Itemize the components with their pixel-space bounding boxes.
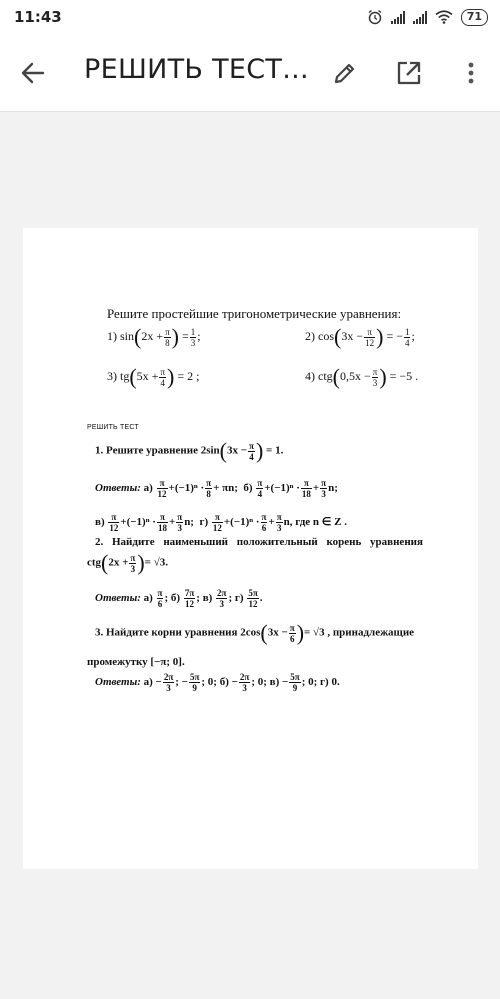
fraction-num: π	[130, 552, 136, 563]
ex4-end: = −5 .	[389, 368, 419, 383]
status-time: 11:43	[14, 8, 62, 26]
q3-end: = √3 , принадлежащие	[304, 626, 415, 639]
q3-inner: 3x −	[267, 626, 288, 639]
option-b-end: ; 0;	[251, 676, 267, 689]
option-b-plus: +	[312, 482, 320, 495]
fraction	[404, 327, 411, 348]
ex1-inner: 2x +	[141, 328, 164, 343]
fraction-den: 4	[404, 337, 410, 348]
fraction-num: π	[372, 366, 378, 377]
fraction-den: 8	[165, 337, 170, 348]
fraction-num: π	[206, 478, 212, 488]
q2-prefix: ctg	[87, 556, 102, 569]
q1-inner: 3x −	[227, 444, 248, 457]
ex2-prefix: 2) cos	[305, 328, 334, 343]
fraction-den: 4	[257, 489, 263, 499]
ex1-end: ;	[197, 328, 201, 343]
option-b-end: n;	[328, 482, 338, 495]
option-d-end: n, где n ∈ Z .	[283, 516, 347, 529]
fraction	[157, 478, 168, 499]
option-a-end: ;	[164, 592, 169, 605]
option-c-label: в)	[202, 592, 213, 605]
fraction-num: 5π	[189, 672, 200, 682]
option-b-label: б) −	[219, 676, 238, 689]
open-external-icon	[396, 60, 422, 86]
option-a-end: + πn;	[213, 482, 238, 495]
ex3-inner: 5x +	[136, 368, 159, 383]
paren-left: (	[219, 438, 227, 463]
fraction	[289, 672, 300, 693]
q2-inner: 2x +	[108, 556, 129, 569]
option-d-label: г)	[234, 592, 244, 605]
q2-end: = √3.	[144, 556, 168, 569]
open-external-button[interactable]	[390, 54, 428, 92]
option-a-end: ; 0;	[201, 676, 217, 689]
fraction	[184, 588, 195, 609]
fraction-den: 3	[242, 683, 247, 693]
exercise-3	[107, 366, 199, 388]
exercise-1	[107, 326, 201, 348]
question-3-line-2: промежутку [−π; 0].	[87, 656, 185, 668]
fraction	[164, 327, 171, 348]
fraction-den: 12	[157, 489, 167, 499]
option-d-mid: +(−1)ⁿ ·	[223, 516, 260, 529]
signal-1-icon	[391, 11, 405, 24]
answers-2	[95, 588, 263, 609]
fraction	[108, 512, 119, 533]
fraction	[157, 512, 168, 533]
fraction-den: 3	[276, 523, 282, 533]
more-vert-icon	[467, 61, 475, 85]
fraction-den: 9	[292, 683, 298, 693]
fraction-num: 7π	[184, 588, 195, 598]
ex2-inner: 3x −	[341, 328, 364, 343]
fraction-num: 1	[190, 326, 196, 337]
option-c-end: n;	[184, 516, 194, 529]
fraction-den: 4	[160, 377, 165, 388]
option-d-label: г)	[199, 516, 209, 529]
fraction-num: π	[165, 326, 170, 337]
ex1-eq: =	[181, 328, 189, 343]
answers-label: Ответы:	[95, 482, 141, 495]
fraction-den: 12	[212, 523, 222, 533]
fraction-num: π	[177, 512, 183, 522]
fraction-num: 5π	[248, 588, 258, 598]
paren-right: )	[137, 550, 145, 575]
fraction	[129, 553, 136, 574]
fraction-num: π	[157, 478, 168, 489]
question-1	[95, 440, 283, 462]
pencil-icon	[333, 61, 357, 85]
fraction	[176, 512, 183, 533]
fraction-num: π	[157, 588, 163, 598]
fraction-num: 5π	[290, 672, 300, 682]
q1-text: 1. Решите уравнение 2sin	[95, 444, 220, 457]
fraction	[212, 512, 223, 533]
option-b-label: б)	[170, 592, 181, 605]
document-sheet	[23, 228, 478, 869]
back-arrow-icon	[20, 60, 46, 86]
fraction-num: π	[276, 512, 282, 522]
option-a-label: а)	[143, 482, 153, 495]
ex3-prefix: 3) tg	[107, 368, 130, 383]
fraction	[256, 478, 263, 499]
question-2: 2. Найдите наименьший положительный корень уравнения	[95, 536, 423, 548]
ex2-eq: = −	[386, 328, 403, 343]
ex4-prefix: 4) ctg	[305, 368, 333, 383]
fraction-num: π	[289, 622, 295, 633]
paren-right: )	[167, 364, 175, 389]
question-3	[95, 622, 414, 644]
option-c-label: в) −	[269, 676, 289, 689]
fraction-den: 3	[177, 523, 182, 533]
fraction	[320, 478, 327, 499]
fraction-den: 3	[130, 563, 136, 574]
fraction	[190, 327, 197, 348]
app-bar	[0, 34, 500, 112]
paren-left: (	[334, 324, 342, 349]
paren-right: )	[171, 324, 179, 349]
fraction-den: 6	[289, 633, 295, 644]
fraction	[159, 367, 166, 388]
q3-text: 3. Найдите корни уравнения 2cos	[95, 626, 261, 639]
paren-left: (	[134, 324, 142, 349]
q1-end: = 1.	[266, 444, 284, 457]
paren-right: )	[379, 364, 387, 389]
fraction	[372, 367, 379, 388]
edit-button[interactable]	[326, 54, 364, 92]
status-icons	[367, 7, 488, 27]
fraction	[248, 441, 255, 462]
exercise-4	[305, 366, 418, 388]
option-b-label: б)	[243, 482, 253, 495]
option-a-sep: ; −	[175, 676, 188, 689]
fraction-den: 3	[372, 377, 378, 388]
paren-right: )	[255, 438, 264, 463]
fraction-den: 18	[301, 489, 311, 499]
fraction	[301, 478, 312, 499]
fraction-num: π	[212, 512, 223, 523]
answers-label: Ответы:	[95, 592, 141, 605]
fraction	[163, 672, 174, 693]
option-c-end: ;	[228, 592, 233, 605]
paren-right: )	[296, 620, 305, 645]
fraction-num: π	[261, 512, 267, 522]
fraction	[216, 588, 227, 609]
ex2-end: ;	[411, 328, 415, 343]
fraction-den: 8	[206, 489, 211, 499]
fraction	[239, 672, 250, 693]
option-a-label: а)	[143, 592, 153, 605]
option-c-mid: +(−1)ⁿ ·	[120, 516, 156, 529]
fraction-num: π	[301, 478, 312, 489]
option-a-label: а) −	[143, 676, 162, 689]
intro-text: Решите простейшие тригонометрические уравнения:	[107, 306, 402, 321]
fraction-den: 12	[109, 523, 119, 533]
fraction	[276, 512, 283, 533]
paren-left: (	[260, 620, 268, 645]
fraction	[157, 588, 164, 609]
fraction-den: 12	[185, 599, 195, 609]
fraction	[289, 623, 296, 644]
option-b-mid: +(−1)ⁿ ·	[264, 482, 300, 495]
battery-level: 71	[466, 9, 482, 23]
exercise-2	[305, 326, 415, 348]
test-heading: РЕШИТЬ ТЕСТ	[87, 424, 139, 431]
ex4-inner: 0,5x −	[339, 368, 371, 383]
fraction-den: 12	[248, 599, 258, 609]
fraction-den: 3	[166, 683, 171, 693]
fraction	[261, 512, 268, 533]
answers-3	[95, 672, 340, 693]
option-d: г) 0.	[320, 676, 340, 689]
alarm-icon	[367, 9, 383, 25]
option-c-label: в)	[95, 516, 105, 529]
option-b-end: ;	[196, 592, 200, 605]
fraction-num: 2π	[239, 672, 250, 682]
fraction-den: 4	[249, 451, 254, 462]
battery-icon	[461, 9, 488, 26]
fraction-den: 6	[261, 523, 267, 533]
page-title: РЕШИТЬ ТЕСТ...	[84, 54, 309, 85]
fraction-den: 18	[157, 523, 167, 533]
fraction	[247, 588, 258, 609]
option-a-mid: +(−1)ⁿ ·	[168, 482, 205, 495]
fraction-num: π	[364, 327, 375, 338]
signal-2-icon	[413, 11, 427, 24]
option-d-plus: +	[268, 516, 275, 529]
fraction-den: 3	[190, 337, 196, 348]
fraction-num: π	[321, 478, 327, 488]
paren-left: (	[101, 550, 109, 575]
paren-right: )	[376, 324, 384, 349]
status-bar	[0, 0, 500, 34]
question-2-equation	[87, 552, 168, 574]
answers-label: Ответы:	[95, 676, 141, 689]
paren-left: (	[332, 364, 340, 389]
fraction-num: 2π	[217, 588, 227, 598]
fraction-num: π	[108, 512, 119, 523]
ex1-prefix: 1) sin	[107, 328, 134, 343]
fraction-num: 2π	[163, 672, 174, 682]
fraction-num: π	[157, 512, 168, 523]
fraction-den: 6	[157, 599, 163, 609]
fraction-num: 1	[404, 326, 410, 337]
answers-1-row-1	[95, 478, 338, 499]
option-c-end: ; 0;	[301, 676, 318, 689]
back-button[interactable]	[14, 54, 52, 92]
answers-1-row-2	[95, 512, 347, 533]
paren-left: (	[129, 364, 137, 389]
fraction-den: 3	[321, 489, 326, 499]
fraction-den: 12	[365, 337, 375, 348]
ex3-end: = 2 ;	[177, 368, 200, 383]
fraction-num: π	[257, 478, 263, 488]
fraction	[189, 672, 200, 693]
fraction-den: 3	[219, 599, 225, 609]
fraction-num: π	[160, 366, 165, 377]
more-options-button[interactable]	[452, 54, 490, 92]
fraction-den: 9	[192, 683, 197, 693]
option-c-plus: +	[168, 516, 176, 529]
option-d-end: .	[259, 592, 263, 605]
fraction	[205, 478, 212, 499]
fraction-num: π	[249, 440, 254, 451]
wifi-icon	[435, 10, 453, 24]
fraction	[364, 327, 375, 348]
